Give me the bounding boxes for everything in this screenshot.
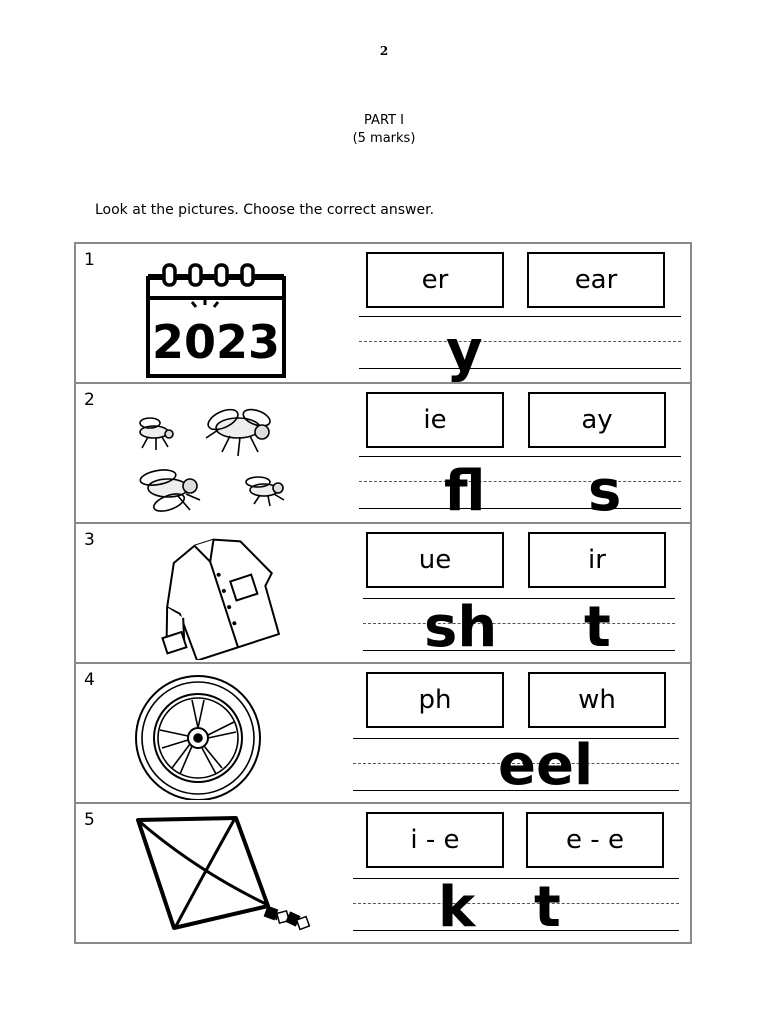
writing-line-top <box>359 316 681 317</box>
question-row-3 <box>76 524 690 664</box>
writing-line-base <box>359 508 681 509</box>
option-box-ear[interactable]: ear <box>527 252 665 308</box>
word-part-start: fl <box>444 459 486 524</box>
question-row-1 <box>76 244 690 384</box>
page-number: 2 <box>379 44 389 58</box>
option-box-ue[interactable]: ue <box>366 532 504 588</box>
option-box-wh[interactable]: wh <box>528 672 666 728</box>
shirt-picture <box>126 530 316 660</box>
flies-picture <box>126 390 316 520</box>
writing-line-mid <box>363 623 675 624</box>
question-row-4 <box>76 664 690 804</box>
wheel-picture <box>126 670 316 800</box>
writing-line-top <box>359 456 681 457</box>
part-heading <box>0 112 768 148</box>
kite-picture <box>126 810 316 940</box>
option-box-e-e[interactable]: e - e <box>526 812 664 868</box>
word-part-start: k <box>438 875 476 940</box>
word-part-end: t <box>584 595 611 660</box>
writing-line-mid <box>359 341 681 342</box>
calendar-picture <box>126 250 316 380</box>
option-box-ir[interactable]: ir <box>528 532 666 588</box>
question-number: 5 <box>84 810 95 830</box>
writing-line-mid <box>359 481 681 482</box>
writing-line-top <box>353 878 679 879</box>
writing-line-base <box>363 650 675 651</box>
part-marks: (5 marks) <box>352 131 416 146</box>
option-box-i-e[interactable]: i - e <box>366 812 504 868</box>
question-row-5 <box>76 804 690 944</box>
option-box-ph[interactable]: ph <box>366 672 504 728</box>
writing-line-top <box>363 598 675 599</box>
question-number: 3 <box>84 530 95 550</box>
writing-line-base <box>359 368 681 369</box>
question-number: 1 <box>84 250 95 270</box>
word-part-start: y <box>446 319 483 384</box>
writing-line-base <box>353 930 679 931</box>
option-box-ay[interactable]: ay <box>528 392 666 448</box>
part-title: PART I <box>364 113 404 128</box>
question-row-2 <box>76 384 690 524</box>
writing-line-mid <box>353 903 679 904</box>
word-part-end: s <box>588 459 622 524</box>
question-number: 4 <box>84 670 95 690</box>
question-number: 2 <box>84 390 95 410</box>
option-box-er[interactable]: er <box>366 252 504 308</box>
word-part-start: sh <box>424 595 498 660</box>
instruction-text: Look at the pictures. Choose the correct answer. <box>95 202 435 218</box>
word-part-end: t <box>534 875 561 940</box>
question-table <box>74 242 692 944</box>
calendar-year: 2023 <box>151 315 281 369</box>
option-box-ie[interactable]: ie <box>366 392 504 448</box>
word-part-end: eel <box>498 733 594 798</box>
